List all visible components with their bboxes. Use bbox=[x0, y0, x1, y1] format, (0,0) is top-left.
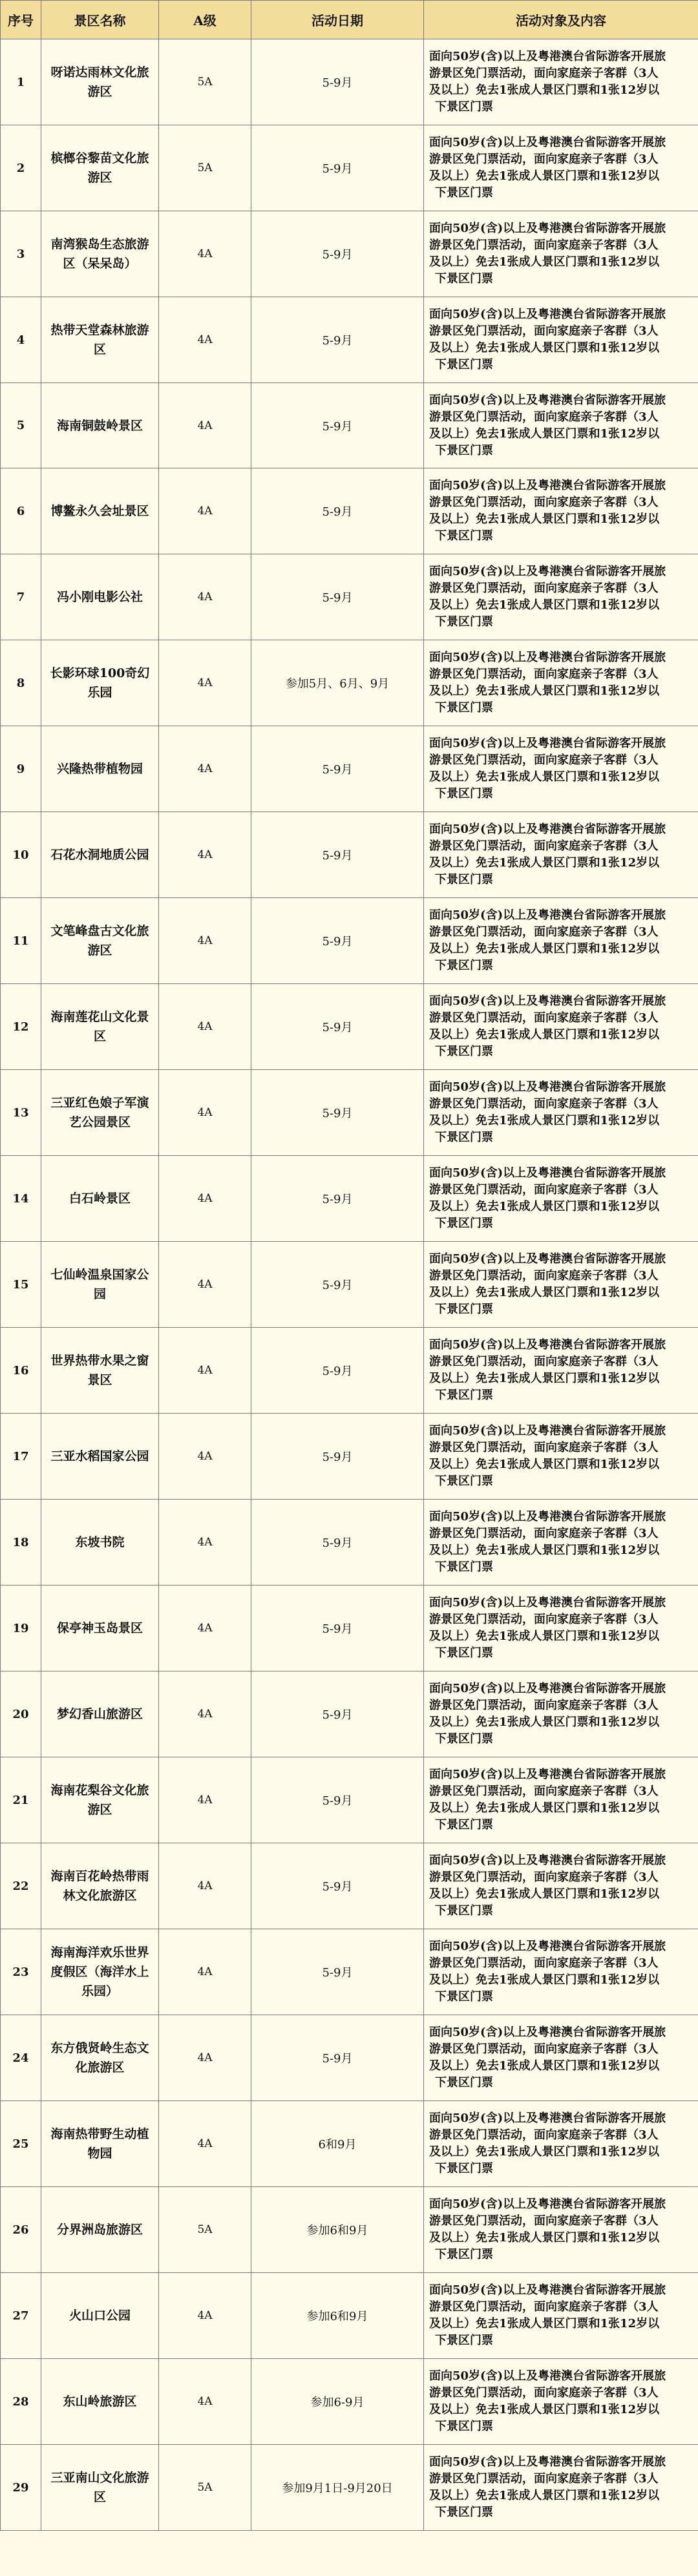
a-grade: 4A bbox=[159, 898, 251, 984]
table-row bbox=[1, 640, 698, 726]
content-line: 下景区门票 bbox=[435, 1474, 493, 1488]
activity-date: 参加9月1日-9月20日 bbox=[251, 2445, 424, 2531]
activity-content bbox=[424, 1500, 698, 1586]
content-line: 面向50岁(含)以上及粤港澳台省际游客开展旅 bbox=[429, 737, 666, 750]
content-line: 面向50岁(含)以上及粤港澳台省际游客开展旅 bbox=[429, 479, 666, 492]
content-line: 及以上）免去1张成人景区门票和1张12岁以 bbox=[429, 2231, 660, 2245]
a-grade: 4A bbox=[159, 1757, 251, 1843]
activity-date: 5-9月 bbox=[251, 1500, 424, 1586]
scenic-name: 热带天堂森林旅游区 bbox=[41, 297, 159, 383]
table-row bbox=[1, 1070, 698, 1156]
a-grade: 5A bbox=[159, 2445, 251, 2531]
scenic-name: 海南海洋欢乐世界度假区（海洋水上乐园） bbox=[41, 1929, 159, 2015]
content-line: 及以上）免去1张成人景区门票和1张12岁以 bbox=[429, 770, 660, 784]
content-line: 面向50岁(含)以上及粤港澳台省际游客开展旅 bbox=[429, 1510, 666, 1524]
content-line: 及以上）免去1张成人景区门票和1张12岁以 bbox=[429, 1715, 660, 1729]
activity-content bbox=[424, 125, 698, 211]
content-line: 及以上）免去1张成人景区门票和1张12岁以 bbox=[429, 169, 660, 183]
a-grade: 4A bbox=[159, 383, 251, 468]
content-line: 及以上）免去1张成人景区门票和1张12岁以 bbox=[429, 426, 660, 441]
activity-date: 5-9月 bbox=[251, 1156, 424, 1242]
activity-content bbox=[424, 2101, 698, 2187]
content-line: 面向50岁(含)以上及粤港澳台省际游客开展旅 bbox=[429, 393, 666, 407]
content-line: 游景区免门票活动，面向家庭亲子客群（3人 bbox=[429, 1956, 659, 1970]
table-row bbox=[1, 1242, 698, 1328]
content-line: 面向50岁(含)以上及粤港澳台省际游客开展旅 bbox=[429, 1080, 666, 1094]
content-line: 下景区门票 bbox=[435, 1646, 493, 1660]
activity-date: 5-9月 bbox=[251, 1070, 424, 1156]
content-line: 下景区门票 bbox=[435, 1303, 493, 1316]
scenic-name: 三亚南山文化旅游区 bbox=[41, 2445, 159, 2531]
scenic-name: 世界热带水果之窗景区 bbox=[41, 1328, 159, 1414]
scenic-name: 分界洲岛旅游区 bbox=[41, 2187, 159, 2273]
scenic-name: 石花水洞地质公园 bbox=[41, 812, 159, 898]
row-index: 14 bbox=[1, 1156, 41, 1242]
content-line: 下景区门票 bbox=[435, 186, 493, 200]
content-line: 下景区门票 bbox=[435, 443, 493, 457]
content-line: 下景区门票 bbox=[435, 1560, 493, 1574]
content-line: 及以上）免去1张成人景区门票和1张12岁以 bbox=[429, 684, 660, 698]
content-line: 面向50岁(含)以上及粤港澳台省际游客开展旅 bbox=[429, 2026, 666, 2039]
content-line: 下景区门票 bbox=[435, 529, 493, 543]
a-grade: 4A bbox=[159, 1586, 251, 1671]
activity-date: 参加6-9月 bbox=[251, 2359, 424, 2445]
table-row bbox=[1, 39, 698, 125]
table-row bbox=[1, 297, 698, 383]
activity-content bbox=[424, 2015, 698, 2101]
content-line: 及以上）免去1张成人景区门票和1张12岁以 bbox=[429, 1200, 660, 1213]
a-grade: 4A bbox=[159, 211, 251, 297]
content-line: 游景区免门票活动，面向家庭亲子客群（3人 bbox=[429, 2128, 659, 2142]
scenic-name: 海南铜鼓岭景区 bbox=[41, 383, 159, 468]
activity-date: 5-9月 bbox=[251, 1242, 424, 1328]
content-line: 及以上）免去1张成人景区门票和1张12岁以 bbox=[429, 2489, 660, 2502]
header-a-grade: A级 bbox=[159, 1, 251, 39]
content-line: 下景区门票 bbox=[435, 873, 493, 886]
a-grade: 4A bbox=[159, 1070, 251, 1156]
table-row bbox=[1, 1586, 698, 1671]
activity-content bbox=[424, 554, 698, 640]
content-line: 游景区免门票活动，面向家庭亲子客群（3人 bbox=[429, 753, 659, 767]
a-grade: 4A bbox=[159, 2273, 251, 2359]
row-index: 11 bbox=[1, 898, 41, 984]
content-line: 面向50岁(含)以上及粤港澳台省际游客开展旅 bbox=[429, 2197, 666, 2211]
content-line: 面向50岁(含)以上及粤港澳台省际游客开展旅 bbox=[429, 222, 666, 235]
scenic-name: 海南莲花山文化景区 bbox=[41, 984, 159, 1070]
activity-date: 5-9月 bbox=[251, 984, 424, 1070]
activity-date: 5-9月 bbox=[251, 1328, 424, 1414]
activity-content bbox=[424, 383, 698, 468]
row-index: 23 bbox=[1, 1929, 41, 2015]
content-line: 游景区免门票活动，面向家庭亲子客群（3人 bbox=[429, 839, 659, 853]
table-row bbox=[1, 1328, 698, 1414]
table-row bbox=[1, 898, 698, 984]
content-line: 面向50岁(含)以上及粤港澳台省际游客开展旅 bbox=[429, 1338, 666, 1352]
content-line: 下景区门票 bbox=[435, 272, 493, 286]
table-row bbox=[1, 2187, 698, 2273]
row-index: 25 bbox=[1, 2101, 41, 2187]
content-line: 面向50岁(含)以上及粤港澳台省际游客开展旅 bbox=[429, 2455, 666, 2469]
content-line: 及以上）免去1张成人景区门票和1张12岁以 bbox=[429, 1544, 660, 1557]
activity-content bbox=[424, 1070, 698, 1156]
activity-content bbox=[424, 2445, 698, 2531]
content-line: 及以上）免去1张成人景区门票和1张12岁以 bbox=[429, 2317, 660, 2330]
scenic-name: 七仙岭温泉国家公园 bbox=[41, 1242, 159, 1328]
activity-content bbox=[424, 984, 698, 1070]
activity-content bbox=[424, 1929, 698, 2015]
activity-content bbox=[424, 640, 698, 726]
activity-content bbox=[424, 726, 698, 812]
a-grade: 5A bbox=[159, 2187, 251, 2273]
content-line: 下景区门票 bbox=[435, 358, 493, 372]
content-line: 及以上）免去1张成人景区门票和1张12岁以 bbox=[429, 2145, 660, 2159]
a-grade: 4A bbox=[159, 1156, 251, 1242]
a-grade: 4A bbox=[159, 2101, 251, 2187]
content-line: 游景区免门票活动，面向家庭亲子客群（3人 bbox=[429, 2300, 659, 2314]
activity-date: 5-9月 bbox=[251, 468, 424, 554]
scenic-name: 东坡书院 bbox=[41, 1500, 159, 1586]
activity-date: 6和9月 bbox=[251, 2101, 424, 2187]
scenic-name: 海南热带野生动植物园 bbox=[41, 2101, 159, 2187]
scenic-name: 兴隆热带植物园 bbox=[41, 726, 159, 812]
content-line: 面向50岁(含)以上及粤港澳台省际游客开展旅 bbox=[429, 994, 666, 1008]
table-row bbox=[1, 1500, 698, 1586]
content-line: 下景区门票 bbox=[435, 2248, 493, 2261]
scenic-name: 文笔峰盘古文化旅游区 bbox=[41, 898, 159, 984]
activity-date: 5-9月 bbox=[251, 383, 424, 468]
table-row bbox=[1, 1929, 698, 2015]
row-index: 8 bbox=[1, 640, 41, 726]
scenic-name: 南湾猴岛生态旅游区（呆呆岛） bbox=[41, 211, 159, 297]
activity-date: 5-9月 bbox=[251, 2015, 424, 2101]
table-row bbox=[1, 1156, 698, 1242]
a-grade: 4A bbox=[159, 1242, 251, 1328]
content-line: 游景区免门票活动，面向家庭亲子客群（3人 bbox=[429, 925, 659, 939]
table-row bbox=[1, 1414, 698, 1500]
content-line: 及以上）免去1张成人景区门票和1张12岁以 bbox=[429, 1801, 660, 1815]
activity-date: 参加6和9月 bbox=[251, 2273, 424, 2359]
content-line: 游景区免门票活动，面向家庭亲子客群（3人 bbox=[429, 1097, 659, 1111]
row-index: 1 bbox=[1, 39, 41, 125]
row-index: 10 bbox=[1, 812, 41, 898]
row-index: 16 bbox=[1, 1328, 41, 1414]
content-line: 下景区门票 bbox=[435, 1732, 493, 1746]
a-grade: 4A bbox=[159, 984, 251, 1070]
activity-date: 参加6和9月 bbox=[251, 2187, 424, 2273]
activity-content bbox=[424, 1843, 698, 1929]
activity-content bbox=[424, 1414, 698, 1500]
scenic-name: 博鳌永久会址景区 bbox=[41, 468, 159, 554]
content-line: 面向50岁(含)以上及粤港澳台省际游客开展旅 bbox=[429, 565, 666, 578]
table-row bbox=[1, 1671, 698, 1757]
a-grade: 4A bbox=[159, 640, 251, 726]
content-line: 及以上）免去1张成人景区门票和1张12岁以 bbox=[429, 2403, 660, 2416]
table-header-row bbox=[1, 1, 698, 39]
content-line: 面向50岁(含)以上及粤港澳台省际游客开展旅 bbox=[429, 1424, 666, 1438]
content-line: 下景区门票 bbox=[435, 2506, 493, 2519]
a-grade: 4A bbox=[159, 726, 251, 812]
row-index: 18 bbox=[1, 1500, 41, 1586]
content-line: 下景区门票 bbox=[435, 615, 493, 629]
activity-content bbox=[424, 1242, 698, 1328]
row-index: 19 bbox=[1, 1586, 41, 1671]
row-index: 21 bbox=[1, 1757, 41, 1843]
table-row bbox=[1, 468, 698, 554]
activity-date: 5-9月 bbox=[251, 1843, 424, 1929]
content-line: 及以上）免去1张成人景区门票和1张12岁以 bbox=[429, 942, 660, 956]
table-row bbox=[1, 383, 698, 468]
a-grade: 4A bbox=[159, 2359, 251, 2445]
content-line: 面向50岁(含)以上及粤港澳台省际游客开展旅 bbox=[429, 50, 666, 63]
content-line: 面向50岁(含)以上及粤港澳台省际游客开展旅 bbox=[429, 651, 666, 664]
row-index: 2 bbox=[1, 125, 41, 211]
a-grade: 4A bbox=[159, 297, 251, 383]
content-line: 下景区门票 bbox=[435, 1131, 493, 1144]
content-line: 面向50岁(含)以上及粤港澳台省际游客开展旅 bbox=[429, 1682, 666, 1695]
content-line: 及以上）免去1张成人景区门票和1张12岁以 bbox=[429, 83, 660, 97]
content-line: 下景区门票 bbox=[435, 2162, 493, 2175]
table-row bbox=[1, 812, 698, 898]
table-row bbox=[1, 2015, 698, 2101]
row-index: 3 bbox=[1, 211, 41, 297]
content-line: 游景区免门票活动，面向家庭亲子客群（3人 bbox=[429, 581, 659, 595]
content-line: 游景区免门票活动，面向家庭亲子客群（3人 bbox=[429, 2042, 659, 2056]
scenic-name: 东方俄贤岭生态文化旅游区 bbox=[41, 2015, 159, 2101]
activity-date: 5-9月 bbox=[251, 1414, 424, 1500]
content-line: 游景区免门票活动，面向家庭亲子客群（3人 bbox=[429, 1613, 659, 1626]
activity-date: 5-9月 bbox=[251, 211, 424, 297]
activity-content bbox=[424, 211, 698, 297]
content-line: 及以上）免去1张成人景区门票和1张12岁以 bbox=[429, 1028, 660, 1042]
a-grade: 5A bbox=[159, 125, 251, 211]
activity-date: 5-9月 bbox=[251, 554, 424, 640]
content-line: 游景区免门票活动，面向家庭亲子客群（3人 bbox=[429, 1527, 659, 1540]
content-line: 面向50岁(含)以上及粤港澳台省际游客开展旅 bbox=[429, 908, 666, 922]
content-line: 下景区门票 bbox=[435, 959, 493, 972]
activity-content bbox=[424, 1586, 698, 1671]
scenic-name: 冯小刚电影公社 bbox=[41, 554, 159, 640]
scenic-name: 火山口公园 bbox=[41, 2273, 159, 2359]
activity-content bbox=[424, 812, 698, 898]
scenic-name: 三亚水稻国家公园 bbox=[41, 1414, 159, 1500]
content-line: 游景区免门票活动，面向家庭亲子客群（3人 bbox=[429, 152, 659, 166]
content-line: 面向50岁(含)以上及粤港澳台省际游客开展旅 bbox=[429, 1166, 666, 1180]
scenic-name: 长影环球100奇幻乐园 bbox=[41, 640, 159, 726]
content-line: 及以上）免去1张成人景区门票和1张12岁以 bbox=[429, 255, 660, 269]
content-line: 游景区免门票活动，面向家庭亲子客群（3人 bbox=[429, 667, 659, 681]
content-line: 游景区免门票活动，面向家庭亲子客群（3人 bbox=[429, 2214, 659, 2228]
scenic-name: 东山岭旅游区 bbox=[41, 2359, 159, 2445]
activity-content bbox=[424, 2359, 698, 2445]
content-line: 下景区门票 bbox=[435, 100, 493, 114]
content-line: 游景区免门票活动，面向家庭亲子客群（3人 bbox=[429, 1870, 659, 1884]
a-grade: 4A bbox=[159, 468, 251, 554]
content-line: 下景区门票 bbox=[435, 1217, 493, 1230]
row-index: 27 bbox=[1, 2273, 41, 2359]
table-row bbox=[1, 726, 698, 812]
scenic-name: 呀诺达雨林文化旅游区 bbox=[41, 39, 159, 125]
content-line: 面向50岁(含)以上及粤港澳台省际游客开展旅 bbox=[429, 1596, 666, 1609]
scenic-name: 梦幻香山旅游区 bbox=[41, 1671, 159, 1757]
row-index: 22 bbox=[1, 1843, 41, 1929]
content-line: 及以上）免去1张成人景区门票和1张12岁以 bbox=[429, 1286, 660, 1299]
content-line: 游景区免门票活动，面向家庭亲子客群（3人 bbox=[429, 238, 659, 252]
scenic-name: 槟榔谷黎苗文化旅游区 bbox=[41, 125, 159, 211]
activity-date: 5-9月 bbox=[251, 1671, 424, 1757]
table-row bbox=[1, 2445, 698, 2531]
table-body bbox=[1, 39, 698, 2531]
content-line: 及以上）免去1张成人景区门票和1张12岁以 bbox=[429, 2059, 660, 2073]
content-line: 及以上）免去1张成人景区门票和1张12岁以 bbox=[429, 1114, 660, 1127]
activity-content bbox=[424, 1156, 698, 1242]
activity-content bbox=[424, 1328, 698, 1414]
table-row bbox=[1, 1757, 698, 1843]
content-line: 及以上）免去1张成人景区门票和1张12岁以 bbox=[429, 341, 660, 355]
activity-content bbox=[424, 1757, 698, 1843]
content-line: 及以上）免去1张成人景区门票和1张12岁以 bbox=[429, 598, 660, 612]
activity-date: 5-9月 bbox=[251, 297, 424, 383]
content-line: 游景区免门票活动，面向家庭亲子客群（3人 bbox=[429, 1269, 659, 1283]
row-index: 20 bbox=[1, 1671, 41, 1757]
table-row bbox=[1, 211, 698, 297]
activity-content bbox=[424, 1671, 698, 1757]
scenic-name: 海南百花岭热带雨林文化旅游区 bbox=[41, 1843, 159, 1929]
content-line: 下景区门票 bbox=[435, 1818, 493, 1832]
content-line: 及以上）免去1张成人景区门票和1张12岁以 bbox=[429, 1372, 660, 1385]
content-line: 游景区免门票活动，面向家庭亲子客群（3人 bbox=[429, 1785, 659, 1798]
row-index: 13 bbox=[1, 1070, 41, 1156]
content-line: 及以上）免去1张成人景区门票和1张12岁以 bbox=[429, 1887, 660, 1901]
content-line: 面向50岁(含)以上及粤港澳台省际游客开展旅 bbox=[429, 1854, 666, 1867]
table-row bbox=[1, 2359, 698, 2445]
activity-content bbox=[424, 2187, 698, 2273]
content-line: 及以上）免去1张成人景区门票和1张12岁以 bbox=[429, 1973, 660, 1987]
row-index: 5 bbox=[1, 383, 41, 468]
content-line: 下景区门票 bbox=[435, 1045, 493, 1058]
a-grade: 4A bbox=[159, 1671, 251, 1757]
a-grade: 4A bbox=[159, 1414, 251, 1500]
content-line: 游景区免门票活动，面向家庭亲子客群（3人 bbox=[429, 67, 659, 80]
content-line: 面向50岁(含)以上及粤港澳台省际游客开展旅 bbox=[429, 2283, 666, 2297]
a-grade: 5A bbox=[159, 39, 251, 125]
content-line: 面向50岁(含)以上及粤港澳台省际游客开展旅 bbox=[429, 1768, 666, 1781]
scenic-name: 白石岭景区 bbox=[41, 1156, 159, 1242]
a-grade: 4A bbox=[159, 2015, 251, 2101]
content-line: 面向50岁(含)以上及粤港澳台省际游客开展旅 bbox=[429, 136, 666, 149]
content-line: 游景区免门票活动，面向家庭亲子客群（3人 bbox=[429, 1183, 659, 1197]
row-index: 4 bbox=[1, 297, 41, 383]
header-index: 序号 bbox=[1, 1, 41, 39]
content-line: 及以上）免去1张成人景区门票和1张12岁以 bbox=[429, 512, 660, 526]
a-grade: 4A bbox=[159, 812, 251, 898]
activity-content bbox=[424, 39, 698, 125]
content-line: 面向50岁(含)以上及粤港澳台省际游客开展旅 bbox=[429, 2111, 666, 2125]
content-line: 面向50岁(含)以上及粤港澳台省际游客开展旅 bbox=[429, 822, 666, 836]
content-line: 游景区免门票活动，面向家庭亲子客群（3人 bbox=[429, 1699, 659, 1712]
header-activity-content: 活动对象及内容 bbox=[424, 1, 698, 39]
table-row bbox=[1, 2101, 698, 2187]
header-scenic-name: 景区名称 bbox=[41, 1, 159, 39]
row-index: 15 bbox=[1, 1242, 41, 1328]
content-line: 面向50岁(含)以上及粤港澳台省际游客开展旅 bbox=[429, 1252, 666, 1266]
a-grade: 4A bbox=[159, 1843, 251, 1929]
content-line: 面向50岁(含)以上及粤港澳台省际游客开展旅 bbox=[429, 2369, 666, 2383]
table-row bbox=[1, 2273, 698, 2359]
activity-date: 5-9月 bbox=[251, 1586, 424, 1671]
row-index: 29 bbox=[1, 2445, 41, 2531]
content-line: 下景区门票 bbox=[435, 1388, 493, 1402]
activity-date: 参加5月、6月、9月 bbox=[251, 640, 424, 726]
content-line: 及以上）免去1张成人景区门票和1张12岁以 bbox=[429, 1629, 660, 1643]
a-grade: 4A bbox=[159, 1500, 251, 1586]
activity-date: 5-9月 bbox=[251, 898, 424, 984]
content-line: 下景区门票 bbox=[435, 2334, 493, 2347]
scenic-name: 保亭神玉岛景区 bbox=[41, 1586, 159, 1671]
activity-content bbox=[424, 898, 698, 984]
row-index: 24 bbox=[1, 2015, 41, 2101]
scenic-name: 三亚红色娘子军演艺公园景区 bbox=[41, 1070, 159, 1156]
activity-content bbox=[424, 297, 698, 383]
scenic-name: 海南花梨谷文化旅游区 bbox=[41, 1757, 159, 1843]
content-line: 游景区免门票活动，面向家庭亲子客群（3人 bbox=[429, 1011, 659, 1025]
content-line: 及以上）免去1张成人景区门票和1张12岁以 bbox=[429, 1458, 660, 1471]
content-line: 面向50岁(含)以上及粤港澳台省际游客开展旅 bbox=[429, 1940, 666, 1953]
table-row bbox=[1, 1843, 698, 1929]
content-line: 游景区免门票活动，面向家庭亲子客群（3人 bbox=[429, 324, 659, 338]
a-grade: 4A bbox=[159, 1929, 251, 2015]
content-line: 游景区免门票活动，面向家庭亲子客群（3人 bbox=[429, 2386, 659, 2400]
table-row bbox=[1, 554, 698, 640]
content-line: 下景区门票 bbox=[435, 2076, 493, 2089]
activity-date: 5-9月 bbox=[251, 39, 424, 125]
content-line: 下景区门票 bbox=[435, 787, 493, 801]
row-index: 28 bbox=[1, 2359, 41, 2445]
table-row bbox=[1, 984, 698, 1070]
activity-date: 5-9月 bbox=[251, 125, 424, 211]
activity-content bbox=[424, 468, 698, 554]
content-line: 游景区免门票活动，面向家庭亲子客群（3人 bbox=[429, 496, 659, 509]
table-row bbox=[1, 125, 698, 211]
row-index: 7 bbox=[1, 554, 41, 640]
header-activity-date: 活动日期 bbox=[251, 1, 424, 39]
content-line: 游景区免门票活动，面向家庭亲子客群（3人 bbox=[429, 1441, 659, 1454]
activity-date: 5-9月 bbox=[251, 1929, 424, 2015]
row-index: 6 bbox=[1, 468, 41, 554]
row-index: 17 bbox=[1, 1414, 41, 1500]
activity-date: 5-9月 bbox=[251, 812, 424, 898]
activity-date: 5-9月 bbox=[251, 726, 424, 812]
activity-date: 5-9月 bbox=[251, 1757, 424, 1843]
content-line: 下景区门票 bbox=[435, 2420, 493, 2433]
a-grade: 4A bbox=[159, 1328, 251, 1414]
content-line: 下景区门票 bbox=[435, 1990, 493, 2004]
row-index: 26 bbox=[1, 2187, 41, 2273]
content-line: 及以上）免去1张成人景区门票和1张12岁以 bbox=[429, 856, 660, 870]
a-grade: 4A bbox=[159, 554, 251, 640]
content-line: 下景区门票 bbox=[435, 1904, 493, 1918]
content-line: 游景区免门票活动，面向家庭亲子客群（3人 bbox=[429, 2472, 659, 2486]
content-line: 下景区门票 bbox=[435, 701, 493, 715]
content-line: 游景区免门票活动，面向家庭亲子客群（3人 bbox=[429, 410, 659, 424]
activity-content bbox=[424, 2273, 698, 2359]
content-line: 游景区免门票活动，面向家庭亲子客群（3人 bbox=[429, 1355, 659, 1368]
content-line: 面向50岁(含)以上及粤港澳台省际游客开展旅 bbox=[429, 308, 666, 321]
row-index: 9 bbox=[1, 726, 41, 812]
row-index: 12 bbox=[1, 984, 41, 1070]
